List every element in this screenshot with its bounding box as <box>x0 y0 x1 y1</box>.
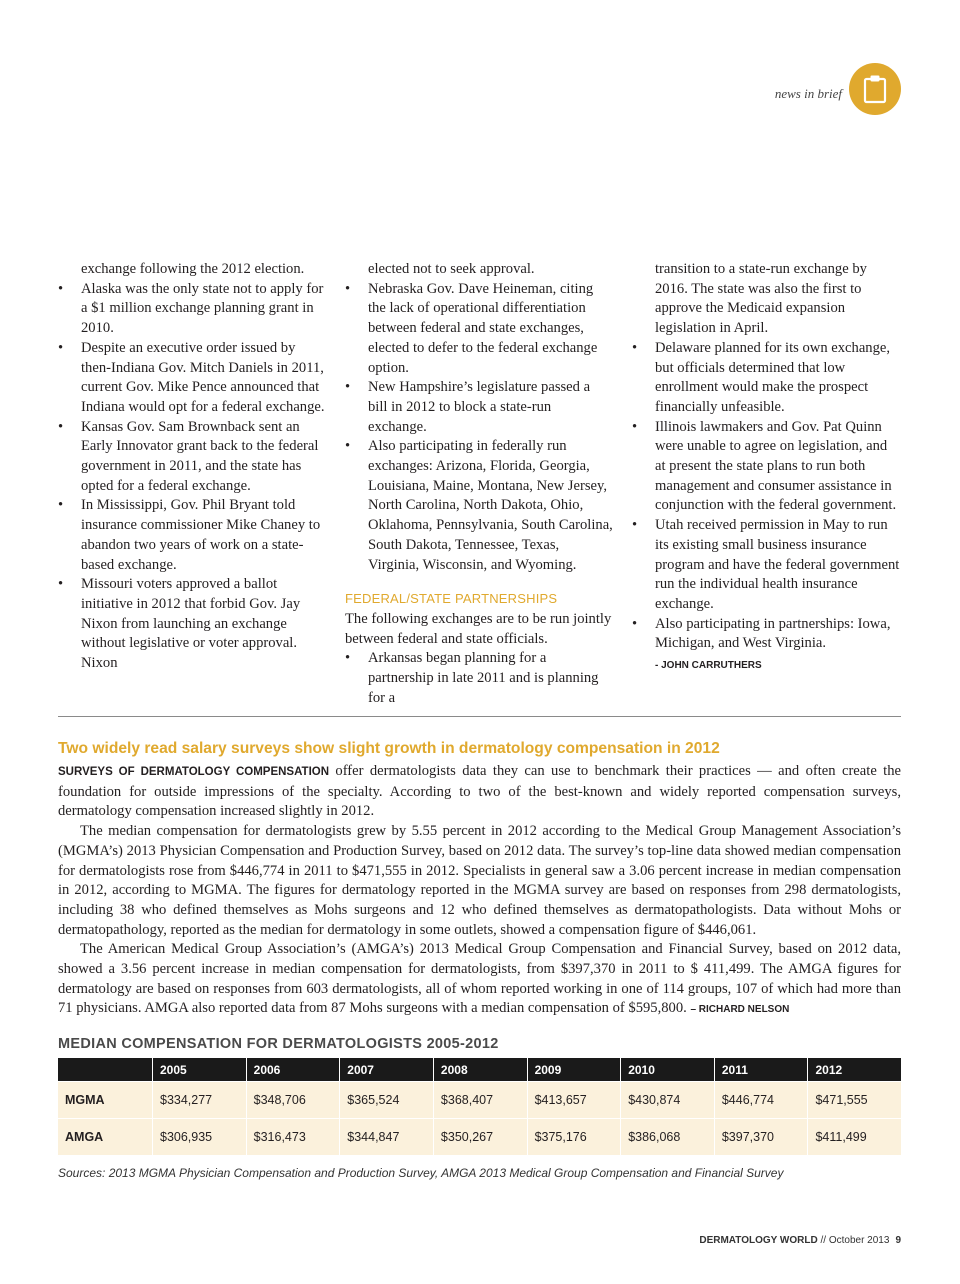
table-cell: $316,473 <box>246 1119 340 1156</box>
paragraph <box>58 762 901 822</box>
year-header: 2011 <box>714 1058 808 1082</box>
section-badge <box>849 63 901 115</box>
issue-date: October 2013 <box>828 1235 890 1246</box>
year-header: 2012 <box>808 1058 901 1082</box>
publication-name: DERMATOLOGY WORLD <box>699 1235 818 1246</box>
table-row <box>58 1119 901 1156</box>
table-cell: $446,774 <box>714 1082 808 1119</box>
continuation-text: transition to a state-run exchange by 2016. The state was also the first to approve the Medicaid expansion legislation in April. <box>655 261 867 337</box>
year-header: 2010 <box>621 1058 715 1082</box>
table-cell: $397,370 <box>714 1119 808 1156</box>
article-body <box>58 762 901 1020</box>
subhead-partnerships: FEDERAL/STATE PARTNERSHIPS <box>345 591 558 607</box>
list-item: • Alaska was the only state not to apply for a $1 million exchange planning grant in 2010. <box>58 280 326 339</box>
list-item: • Missouri voters approved a ballot initiative in 2012 that forbid Gov. Jay Nixon from launching an exchange without legislative or voter approval. Nixon <box>58 575 326 674</box>
footer-separator: // <box>817 1235 829 1246</box>
table-header-row <box>58 1058 901 1082</box>
year-header: 2009 <box>527 1058 621 1082</box>
table-cell: $348,706 <box>246 1082 340 1119</box>
row-label: MGMA <box>58 1082 153 1119</box>
continuation-text: elected not to seek approval. <box>368 261 535 277</box>
bullet-list <box>345 649 613 708</box>
intro-text: The following exchanges are to be run jointly between federal and state officials. <box>345 610 612 647</box>
table-cell: $430,874 <box>621 1082 715 1119</box>
clipboard-icon <box>862 74 888 104</box>
table-cell: $368,407 <box>433 1082 527 1119</box>
bullet-list <box>345 280 613 576</box>
byline: - JOHN CARRUTHERS <box>655 660 762 672</box>
compensation-table <box>58 1058 901 1155</box>
list-item: • Despite an executive order issued by then-Indiana Gov. Mitch Daniels in 2011, current Gov. Mike Pence announced that Indiana would opt for a federal exchange. <box>58 339 326 418</box>
table-cell: $344,847 <box>340 1119 434 1156</box>
table-title: MEDIAN COMPENSATION FOR DERMATOLOGISTS 2005-2012 <box>58 1036 499 1052</box>
table-sources: Sources: 2013 MGMA Physician Compensation and Production Survey, AMGA 2013 Medical Group Compensation and Financial Survey <box>58 1166 784 1180</box>
bullet-list <box>58 280 326 674</box>
list-item: • Also participating in federally run exchanges: Arizona, Florida, Georgia, Louisiana, Maine, Montana, New Jersey, North Carolina, North Dakota, Ohio, Oklahoma, Pennsylvania, South Carolina, South Dakota, Tennessee, Texas, Virginia, Wisconsin, and Wyoming. <box>345 437 613 575</box>
table-cell: $411,499 <box>808 1119 901 1156</box>
table-cell: $375,176 <box>527 1119 621 1156</box>
year-header: 2006 <box>246 1058 340 1082</box>
list-item: • Also participating in partnerships: Iowa, Michigan, and West Virginia. <box>632 615 900 654</box>
table-cell: $386,068 <box>621 1119 715 1156</box>
table-cell: $365,524 <box>340 1082 434 1119</box>
byline: – RICHARD NELSON <box>690 1004 790 1016</box>
list-item: • In Mississippi, Gov. Phil Bryant told insurance commissioner Mike Chaney to abandon two years of work on a state-based exchange. <box>58 496 326 575</box>
table-cell: $306,935 <box>153 1119 247 1156</box>
paragraph-text: The American Medical Group Association’s (AMGA’s) 2013 Medical Group Compensation and Financial Survey, based on 2012 data, showed a 3.56 percent increase in median compensation for dermatologists, from $397,370 in 2011 to $ 411,499. The AMGA figures for dermatology are based on responses from 603 dermatologists, all of whom reported working in one of 114 groups, 107 of which had more than 71 physicians. AMGA also reported data from 87 Mohs surgeons with a median compensation of $595,800. <box>58 941 901 1017</box>
table-cell: $471,555 <box>808 1082 901 1119</box>
paragraph <box>58 940 901 1020</box>
article-title: Two widely read salary surveys show slight growth in dermatology compensation in 2012 <box>58 740 720 757</box>
paragraph-text: offer dermatologists data they can use to benchmark their practices — and often create the foundation for outside impressions of the specialty. According to two of the best-known and widely reported compensation surveys, dermatology compensation increased slightly in 2012. <box>58 763 902 820</box>
list-item: • Utah received permission in May to run its existing small business insurance program and have the federal government run the individual health insurance exchange. <box>632 516 900 615</box>
list-item: • Kansas Gov. Sam Brownback sent an Early Innovator grant back to the federal government in 2011, and the state has opted for a federal exchange. <box>58 418 326 497</box>
list-item: • New Hampshire’s legislature passed a bill in 2012 to block a state-run exchange. <box>345 378 613 437</box>
list-item: • Illinois lawmakers and Gov. Pat Quinn were unable to agree on legislation, and at present the state plans to run both management and consumer assistance in conjunction with the federal government. <box>632 418 900 517</box>
continuation-text: exchange following the 2012 election. <box>81 261 305 277</box>
paragraph: The median compensation for dermatologists grew by 5.55 percent in 2012 according to the Medical Group Management Association’s (MGMA’s) 2013 Physician Compensation and Production Survey, based on 2012 data. The survey’s top-line data showed median compensation for dermatologists rose from $446,774 in 2011 to $471,555 in 2012. Specialists in general saw a 3.06 percent increase in median compensation in 2012, according to MGMA. The figures for dermatology reported in the MGMA survey are based on responses from 298 dermatologists, including 38 who defined themselves as Mohs surgeons and 12 who defined themselves as dermatopathologists. Data without Mohs or dermatopathology, reported as the median for dermatology in some outlets, showed a compensation figure of $446,061. <box>58 823 901 938</box>
column-1 <box>58 260 326 674</box>
table-cell: $350,267 <box>433 1119 527 1156</box>
bullet-list <box>632 339 900 654</box>
table-row <box>58 1082 901 1119</box>
list-item: • Delaware planned for its own exchange, but officials determined that low enrollment would make the prospect financially unfeasible. <box>632 339 900 418</box>
list-item: • Nebraska Gov. Dave Heineman, citing the lack of operational differentiation between federal and state exchanges, elected to defer to the federal exchange option. <box>345 280 613 379</box>
column-3 <box>632 260 900 676</box>
table-cell: $413,657 <box>527 1082 621 1119</box>
table-cell: $334,277 <box>153 1082 247 1119</box>
page-number: 9 <box>895 1235 901 1246</box>
row-label: AMGA <box>58 1119 153 1156</box>
lead-in: SURVEYS OF DERMATOLOGY COMPENSATION <box>58 766 330 778</box>
year-header: 2008 <box>433 1058 527 1082</box>
year-header: 2005 <box>153 1058 247 1082</box>
divider <box>58 716 901 717</box>
table-corner <box>58 1058 153 1082</box>
list-item: • Arkansas began planning for a partnership in late 2011 and is planning for a <box>345 649 613 708</box>
column-2 <box>345 260 613 708</box>
page-footer <box>600 1235 901 1246</box>
year-header: 2007 <box>340 1058 434 1082</box>
section-label: news in brief <box>774 86 842 101</box>
